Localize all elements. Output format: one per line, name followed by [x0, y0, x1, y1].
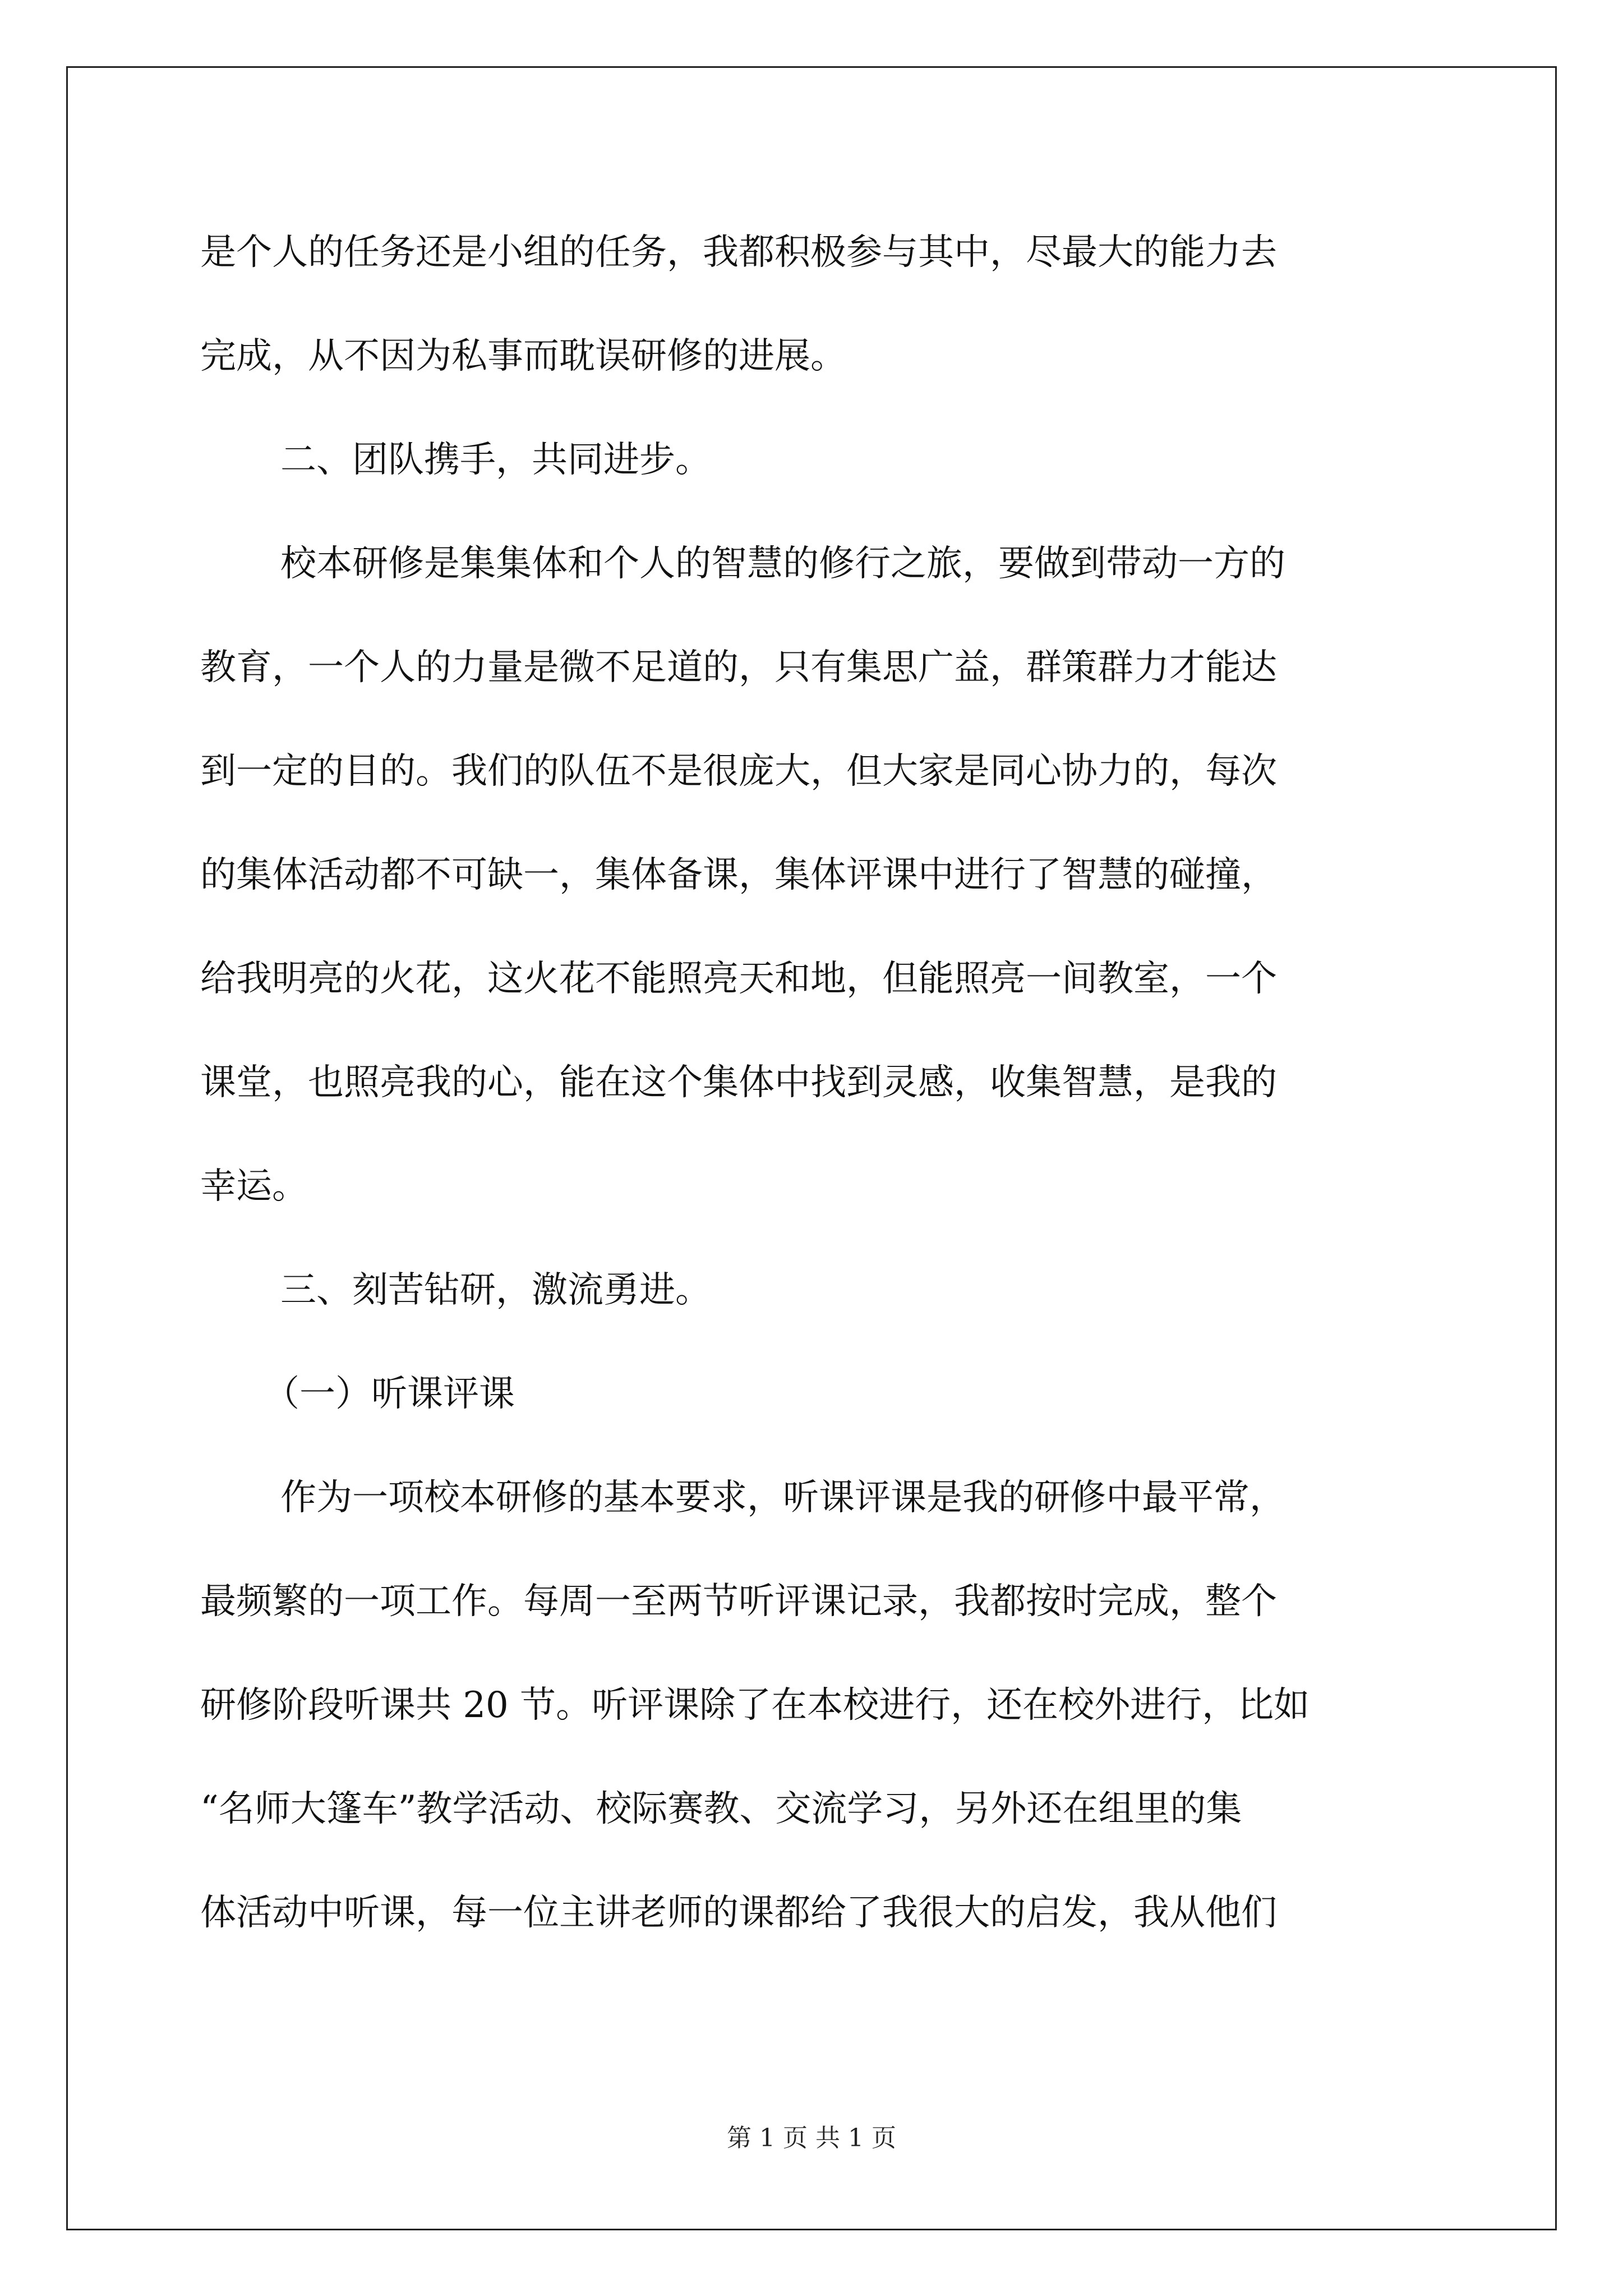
text-line: 最频繁的一项工作。每周一至两节听评课记录，我都按时完成，整个	[200, 1581, 1277, 1622]
text-line: 给我明亮的火花，这火花不能照亮天和地，但能照亮一间教室，一个	[200, 958, 1277, 1000]
subsection-heading: （一）听课评课	[264, 1373, 515, 1415]
text-line: 是个人的任务还是小组的任务，我都积极参与其中，尽最大的能力去	[200, 232, 1277, 273]
text-line: 教育，一个人的力量是微不足道的，只有集思广益，群策群力才能达	[200, 647, 1277, 688]
text-line: 完成，从不因为私事而耽误研修的进展。	[200, 335, 846, 377]
text-line: 作为一项校本研修的基本要求，听课评课是我的研修中最平常，	[280, 1477, 1285, 1519]
text-line: “名师大篷车”教学活动、校际赛教、交流学习，另外还在组里的集	[200, 1788, 1242, 1830]
text-line: 课堂，也照亮我的心，能在这个集体中找到灵感，收集智慧，是我的	[200, 1062, 1277, 1103]
page-number-footer: 第 1 页 共 1 页	[727, 2124, 896, 2152]
section-heading: 三、刻苦钻研，激流勇进。	[280, 1269, 711, 1311]
text-line: 研修阶段听课共 20 节。听评课除了在本校进行，还在校外进行，比如	[200, 1685, 1310, 1726]
text-line: 校本研修是集集体和个人的智慧的修行之旅，要做到带动一方的	[280, 543, 1285, 585]
text-line: 体活动中听课，每一位主讲老师的课都给了我很大的启发，我从他们	[200, 1892, 1277, 1934]
section-heading: 二、团队携手，共同进步。	[280, 439, 711, 481]
text-line: 幸运。	[200, 1166, 308, 1207]
text-line: 到一定的目的。我们的队伍不是很庞大，但大家是同心协力的，每次	[200, 751, 1277, 792]
text-line: 的集体活动都不可缺一，集体备课，集体评课中进行了智慧的碰撞，	[200, 854, 1277, 896]
